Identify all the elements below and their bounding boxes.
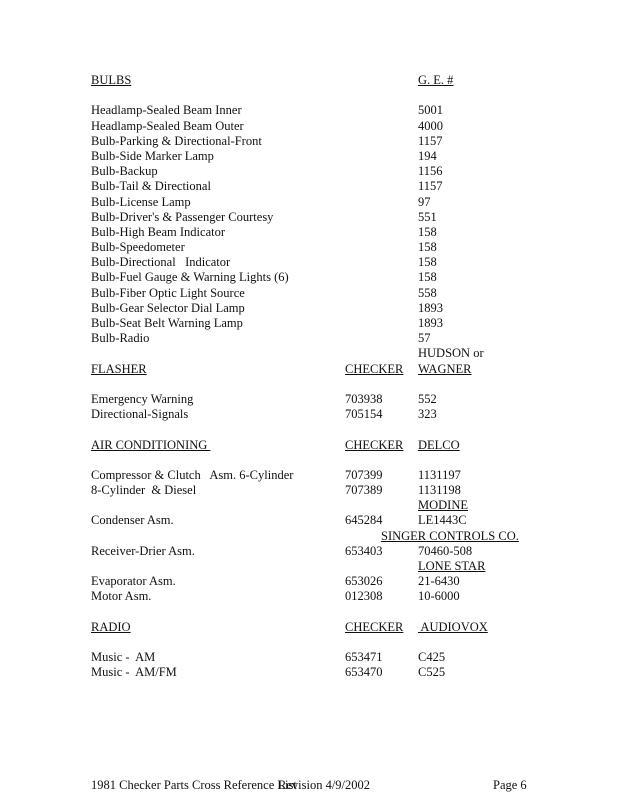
vendor-part-number: LONE STAR (418, 559, 486, 573)
vendor-part-number: HUDSON or (418, 346, 484, 361)
checker-part-number: 705154 (345, 407, 383, 422)
item-description: AIR CONDITIONING (91, 437, 211, 452)
section-header-row (91, 529, 531, 544)
vendor-part-number: 10-6000 (418, 589, 460, 604)
item-description: Bulb-Tail & Directional (91, 179, 211, 194)
vendor-part-number: 21-6430 (418, 574, 460, 589)
vendor-part-number: 158 (418, 270, 437, 285)
table-row (91, 270, 531, 285)
vendor-part-number: G. E. # (418, 73, 454, 87)
item-description: FLASHER (91, 361, 147, 376)
item-description: Bulb-High Beam Indicator (91, 224, 225, 239)
item-description: Music - AM/FM (91, 665, 177, 680)
vendor-part-number: 1893 (418, 300, 443, 315)
blank-row (91, 88, 531, 103)
checker-part-number: 703938 (345, 391, 383, 406)
table-row (91, 301, 531, 316)
vendor-part-number: 552 (418, 391, 437, 406)
vendor-part-number: DELCO (418, 437, 460, 452)
checker-part-number: 653471 (345, 650, 383, 665)
item-description: Bulb-Radio (91, 331, 150, 346)
item-description: Music - AM (91, 650, 156, 665)
checker-part-number: 707389 (345, 483, 383, 498)
table-row (91, 346, 531, 361)
table-row (91, 240, 531, 255)
checker-part-number: 707399 (345, 467, 383, 482)
table-row (91, 316, 531, 331)
vendor-part-number: 194 (418, 148, 437, 163)
table-row (91, 574, 531, 589)
item-description: Compressor & Clutch Asm. 6-Cylinder (91, 467, 294, 482)
footer-page-number: Page 6 (493, 778, 527, 792)
vendor-part-number: 1156 (418, 164, 443, 179)
table-row (91, 149, 531, 164)
item-description: Evaporator Asm. (91, 574, 176, 589)
item-description: Emergency Warning (91, 391, 194, 406)
table-row (91, 513, 531, 528)
vendor-part-number: C525 (418, 665, 446, 680)
item-description: BULBS (91, 73, 132, 87)
vendor-part-number: 551 (418, 209, 437, 224)
section-header-row (91, 498, 531, 513)
vendor-part-number: 57 (418, 331, 431, 346)
vendor-name: SINGER CONTROLS CO. (381, 528, 519, 543)
vendor-part-number: WAGNER (418, 361, 472, 376)
blank-row (91, 422, 531, 437)
item-description: Bulb-Backup (91, 164, 158, 179)
item-description: Receiver-Drier Asm. (91, 543, 195, 558)
vendor-part-number: 1131197 (418, 467, 461, 482)
item-description: Bulb-Driver's & Passenger Courtesy (91, 209, 274, 224)
item-description: Bulb-License Lamp (91, 194, 191, 209)
vendor-part-number: 323 (418, 407, 437, 422)
table-row (91, 589, 531, 604)
blank-row (91, 453, 531, 468)
vendor-part-number: 1157 (418, 133, 443, 148)
vendor-part-number: 1157 (418, 179, 443, 194)
item-description: Directional-Signals (91, 407, 189, 422)
item-description: Bulb-Seat Belt Warning Lamp (91, 316, 243, 330)
vendor-part-number: C425 (418, 650, 446, 665)
table-row (91, 331, 531, 346)
table-row (91, 103, 531, 118)
checker-part-number: CHECKER (345, 437, 404, 452)
footer-revision: Revision 4/9/2002 (278, 778, 371, 792)
item-description: Bulb-Fuel Gauge & Warning Lights (6) (91, 270, 289, 285)
vendor-part-number: MODINE (418, 498, 468, 513)
vendor-part-number: 5001 (418, 103, 443, 118)
table-row (91, 255, 531, 270)
vendor-part-number: 1131198 (418, 483, 461, 498)
table-row (91, 179, 531, 194)
vendor-part-number: 158 (418, 255, 437, 270)
item-description: Headlamp-Sealed Beam Outer (91, 118, 244, 133)
table-row (91, 650, 531, 665)
checker-part-number: 653026 (345, 574, 383, 589)
vendor-part-number: 158 (418, 240, 437, 255)
section-header-row (91, 438, 531, 453)
vendor-part-number: 70460-508 (418, 543, 473, 558)
parts-cross-reference-table (91, 73, 531, 681)
table-row (91, 544, 531, 559)
vendor-part-number: LE1443C (418, 513, 467, 528)
item-description: 8-Cylinder & Diesel (91, 483, 197, 498)
vendor-part-number: 158 (418, 224, 437, 239)
item-description: Bulb-Speedometer (91, 240, 185, 255)
checker-part-number: 012308 (345, 589, 383, 604)
item-description: Condenser Asm. (91, 513, 174, 528)
table-row (91, 225, 531, 240)
table-row (91, 392, 531, 407)
vendor-part-number: 558 (418, 285, 437, 300)
section-header-row (91, 559, 531, 574)
blank-row (91, 605, 531, 620)
blank-row (91, 635, 531, 650)
item-description: Motor Asm. (91, 589, 152, 604)
checker-part-number: 653403 (345, 543, 383, 558)
table-row (91, 286, 531, 301)
section-header-row (91, 362, 531, 377)
checker-part-number: 653470 (345, 665, 383, 680)
item-description: RADIO (91, 619, 131, 634)
blank-row (91, 377, 531, 392)
table-row (91, 665, 531, 680)
table-row (91, 210, 531, 225)
item-description: Headlamp-Sealed Beam Inner (91, 103, 242, 118)
section-header-row (91, 73, 531, 88)
table-row (91, 407, 531, 422)
item-description: Bulb-Parking & Directional-Front (91, 133, 262, 148)
page-footer (91, 777, 531, 793)
checker-part-number: 645284 (345, 513, 383, 528)
item-description: Bulb-Gear Selector Dial Lamp (91, 300, 245, 315)
vendor-part-number: 97 (418, 194, 431, 209)
vendor-part-number: AUDIOVOX (418, 619, 488, 634)
table-row (91, 134, 531, 149)
section-header-row (91, 620, 531, 635)
item-description: Bulb-Directional Indicator (91, 255, 231, 270)
vendor-part-number: 1893 (418, 316, 443, 330)
table-row (91, 195, 531, 210)
item-description: Bulb-Side Marker Lamp (91, 148, 214, 163)
checker-part-number: CHECKER (345, 361, 404, 376)
table-row (91, 483, 531, 498)
table-row (91, 164, 531, 179)
vendor-part-number: 4000 (418, 118, 443, 133)
footer-title: 1981 Checker Parts Cross Reference List (91, 778, 297, 792)
item-description: Bulb-Fiber Optic Light Source (91, 285, 245, 300)
checker-part-number: CHECKER (345, 619, 404, 634)
table-row (91, 119, 531, 134)
table-row (91, 468, 531, 483)
